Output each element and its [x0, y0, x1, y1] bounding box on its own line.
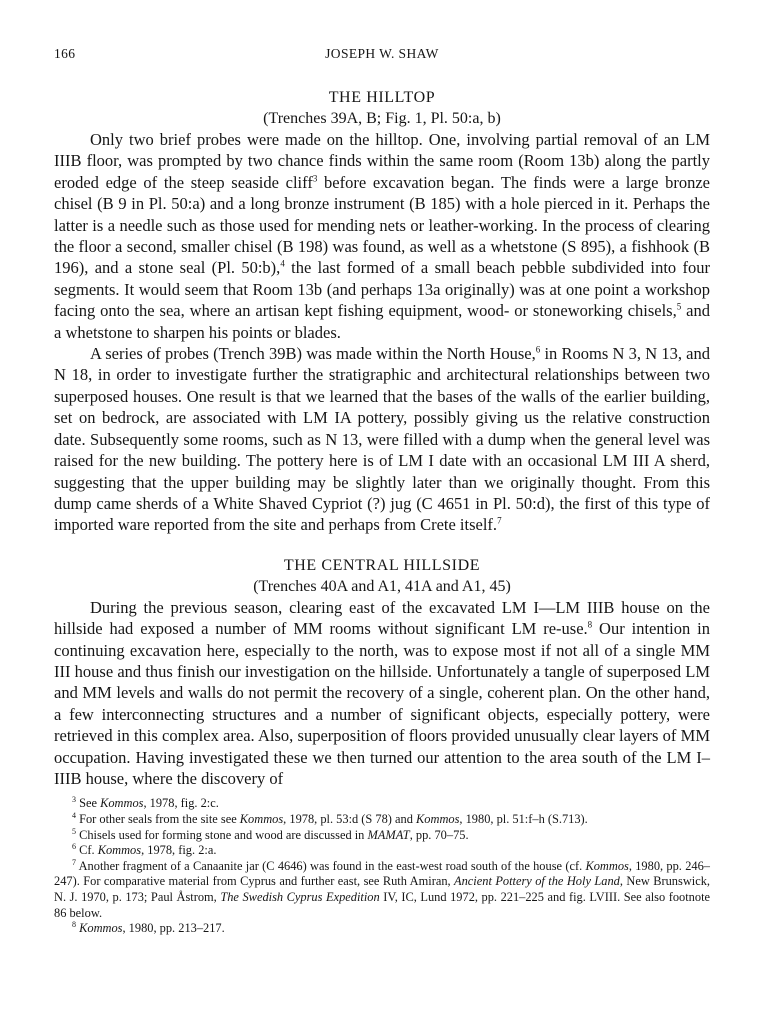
running-title-author: JOSEPH W. SHAW	[325, 46, 439, 61]
section-heading-hilltop: THE HILLTOP	[328, 89, 436, 106]
footnote: $^4$ For other seals from the site see Kommos, 1978, pl. 53:d (S 78) and Kommos, 1980, pl. 51:f–h (S.713).	[72, 810, 588, 826]
footnote-ref: 5	[676, 301, 682, 312]
body-paragraph: During the previous season, clearing east of the excavated LM I—LM IIIB house on the hillside had exposed a number of MM rooms without significant LM re-use.$^8$ Our intention in continuing excavation here, especially to the north, was to expose most if not all of a single MM III house and thus finish our investigation on the hillside. Unfortunately a tangle of superposed LM and MM levels and walls do not permit the recovery of a single, coherent plan. On the other hand, a few interconnecting structures and a number of significant objects, especially pottery, were retrieved in this complex area. Also, superposition of floors provided unusually clear layers of MM occupation. Having investigated these we then turned our attention to the area south of the LM I–IIIB house, where the discovery of	[54, 597, 711, 788]
footnote: $^8$ Kommos, 1980, pp. 213–217.	[72, 920, 225, 936]
footnote: $^7$ Another fragment of a Canaanite jar (C 4646) was found in the east-west road south of the house (cf. Kommos, 1980, pp. 246–247). For comparative material from Cyprus and further east, see Ruth Amiran, Ancient Pottery of the Holy Land, New Brunswick, N. J. 1970, p. 173; Paul Åstrom, The Swedish Cyprus Expedition IV, IC, Lund 1972, pp. 221–225 and fig. LVIII. See also footnote 86 below.	[54, 857, 711, 920]
footnote: $^3$ See Kommos, 1978, fig. 2:c.	[72, 795, 219, 811]
footnote-ref: 6	[535, 344, 541, 355]
footnotes	[54, 796, 710, 936]
body-paragraph: A series of probes (Trench 39B) was made within the North House,$^6$ in Rooms N 3, N 13, and N 18, in order to investigate further the stratigraphic and architectural relationships between two superposed houses. One result is that we learned that the bases of the walls of the earlier building, set on bedrock, are associated with LM IA pottery, possibly giving us the relative construction date. Subsequently some rooms, such as N 13, were filled with a dump when the general level was raised for the new building. The pottery here is of LM I date with an occasional LM III A sherd, suggesting that the upper building may be slightly later than we originally thought. From this dump came sherds of a White Shaved Cypriot (?) jug (C 4651 in Pl. 50:d), the first of this type of imported ware reported from the site and perhaps from Crete itself.$^7$	[54, 344, 710, 535]
section-central-hillside	[54, 555, 710, 790]
footnote-ref: 3	[312, 173, 318, 184]
footnote: $^5$ Chisels used for forming stone and wood are discussed in MAMAT, pp. 70–75.	[72, 826, 469, 842]
section-subheading-central-hillside: (Trenches 40A and A1, 41A and A1, 45)	[253, 577, 511, 595]
page-number: 166	[54, 46, 76, 61]
body-paragraph: Only two brief probes were made on the hilltop. One, involving partial removal of an LM IIIB floor, was prompted by two chance finds within the same room (Room 13b) along the partly eroded edge of the steep seaside cliff$^3$ before excavation began. The finds were a large bronze chisel (B 9 in Pl. 50:a) and a long bronze instrument (B 185) with a hole pierced in it. Perhaps the latter is a needle such as those used for mending nets or leather-working. In the process of clearing the floor a second, smaller chisel (B 198) was found, as well as a whetstone (S 895), a fishhook (B 196), and a stone seal (Pl. 50:b),$^4$ the last formed of a small beach pebble subdivided into four segments. It would seem that Room 13b (and perhaps 13a originally) was at one point a workshop facing onto the sea, where an artisan kept fishing equipment, wood- or stoneworking chisels,$^5$ and a whetstone to sharpen his points or blades.	[54, 130, 710, 342]
footnote-ref: 4	[280, 258, 285, 269]
section-heading-central-hillside: THE CENTRAL HILLSIDE	[283, 556, 481, 574]
page	[54, 46, 710, 937]
section-subheading-hilltop: (Trenches 39A, B; Fig. 1, Pl. 50:a, b)	[263, 110, 501, 127]
footnote: $^6$ Cf. Kommos, 1978, fig. 2:a.	[72, 842, 217, 858]
footnote-ref: 8	[587, 619, 593, 630]
footnote-ref: 7	[497, 515, 502, 526]
section-hilltop	[54, 87, 710, 536]
running-head	[54, 46, 710, 68]
